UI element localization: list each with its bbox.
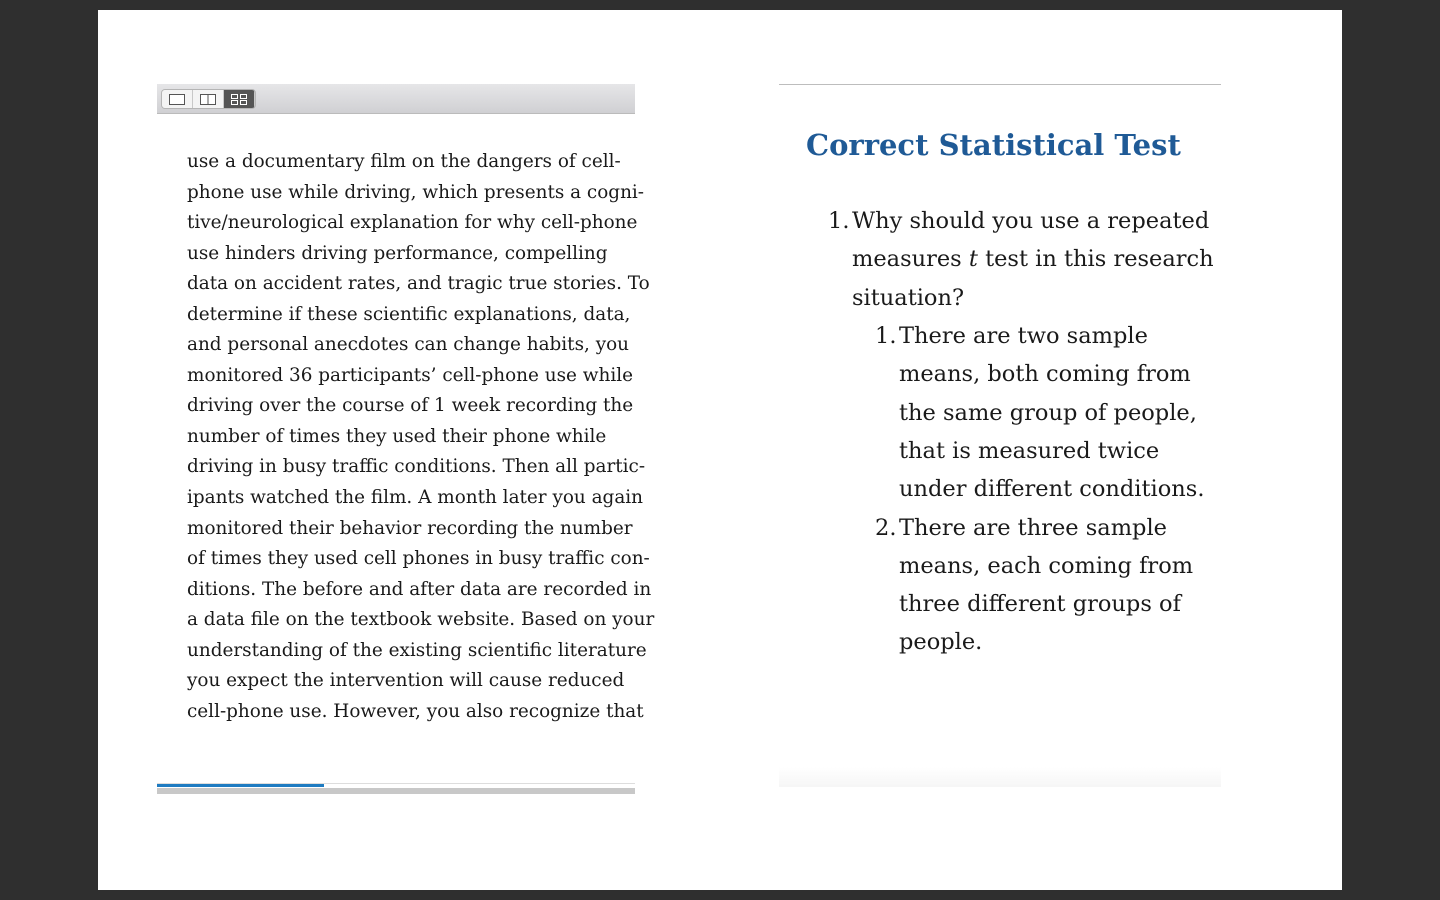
reading-progress-bar[interactable] bbox=[157, 783, 635, 794]
text-line: driving over the course of 1 week recording the bbox=[187, 395, 634, 417]
section-heading: Correct Statistical Test bbox=[806, 128, 1181, 162]
text-line: cell-phone use. However, you also recognize that bbox=[187, 700, 644, 722]
text-line: phone use while driving, which presents a cogni- bbox=[187, 181, 645, 203]
question-line: measures t test in this research bbox=[852, 246, 1214, 273]
question-line: Why should you use a repeated bbox=[852, 208, 1210, 234]
answer-option[interactable]: 1. There are two sample means, both coming from the same group of people, that is measured twice under different conditions. bbox=[875, 323, 1205, 503]
text-line: use a documentary film on the dangers of cell- bbox=[187, 151, 621, 172]
question-item: 1. Why should you use a repeated measures t test in this research situation? bbox=[852, 202, 1214, 317]
text-line: understanding of the existing scientific literature bbox=[187, 639, 647, 661]
text-line: tive/neurological explanation for why cell-phone bbox=[187, 212, 638, 234]
grid-view-button[interactable] bbox=[224, 90, 255, 108]
view-toolbar bbox=[157, 84, 635, 114]
text-line: ditions. The before and after data are recorded in bbox=[187, 578, 652, 600]
answer-option[interactable]: 2. There are three sample means, each coming from three different groups of people. bbox=[875, 514, 1194, 656]
book-page-spread bbox=[98, 10, 1342, 890]
text-line: use hinders driving performance, compelling bbox=[187, 242, 608, 264]
single-page-view-button[interactable] bbox=[162, 90, 193, 108]
text-line: a data file on the textbook website. Based on your bbox=[187, 609, 655, 631]
two-page-icon bbox=[200, 94, 216, 105]
left-page-text bbox=[187, 147, 654, 727]
page-top-divider bbox=[779, 84, 1221, 85]
text-line: you expect the intervention will cause reduced bbox=[187, 670, 625, 692]
two-page-view-button[interactable] bbox=[193, 90, 224, 108]
view-mode-selector bbox=[161, 89, 256, 109]
text-line: determine if these scientific explanations, data, bbox=[187, 303, 631, 325]
single-page-icon bbox=[169, 94, 185, 105]
text-line: monitored their behavior recording the number bbox=[187, 517, 633, 539]
text-line: and personal anecdotes can change habits, you bbox=[187, 334, 630, 356]
text-line: monitored 36 participants’ cell-phone use while bbox=[187, 364, 633, 386]
text-line: number of times they used their phone while bbox=[187, 425, 607, 447]
text-line: of times they used cell phones in busy traffic con- bbox=[187, 548, 650, 570]
grid-icon bbox=[231, 94, 247, 105]
question-line: situation? bbox=[852, 284, 965, 311]
page-bottom-shade bbox=[779, 767, 1221, 787]
progress-fill bbox=[157, 784, 324, 787]
text-line: ipants watched the film. A month later you again bbox=[187, 487, 644, 509]
text-line: driving in busy traffic conditions. Then all partic- bbox=[187, 456, 646, 478]
text-line: data on accident rates, and tragic true stories. To bbox=[187, 273, 650, 295]
